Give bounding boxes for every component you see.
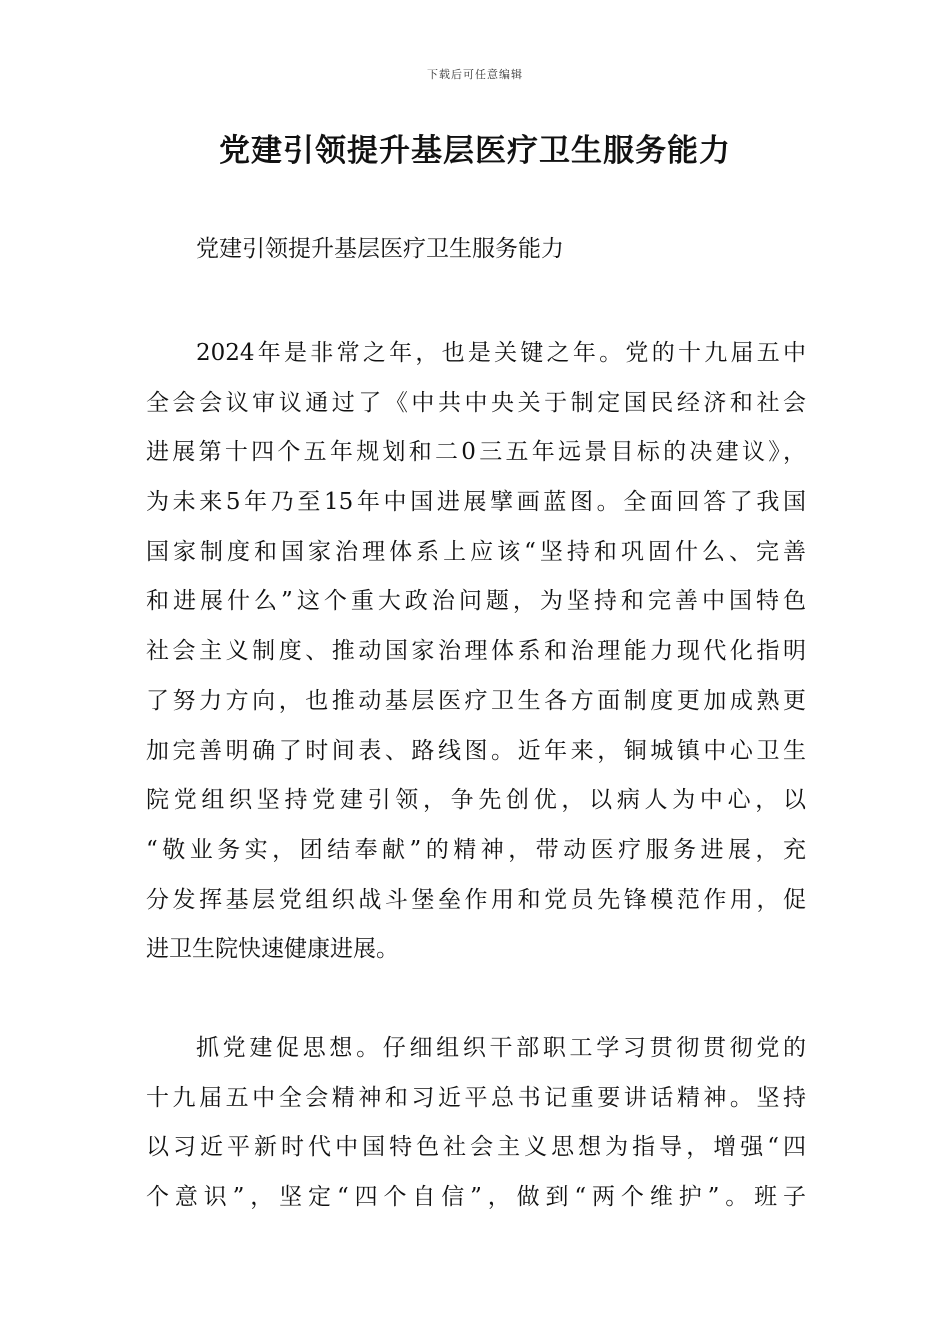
paragraph-line: 十九届五中全会精神和习近平总书记重要讲话精神。坚持 <box>146 1084 806 1111</box>
paragraph-line: 进卫生院快速健康进展。 <box>146 936 399 963</box>
paragraph-1 <box>146 329 806 975</box>
paragraph-line: 个意识”，坚定“四个自信”，做到“两个维护”。班子 <box>146 1184 806 1211</box>
paragraph-line: 加完善明确了时间表、路线图。近年来，铜城镇中心卫生 <box>146 737 806 764</box>
paragraph-line: 以习近平新时代中国特色社会主义思想为指导，增强“四 <box>146 1134 806 1161</box>
paragraph-2 <box>146 1024 806 1223</box>
paragraph-line: 2024年是非常之年，也是关键之年。党的十九届五中 <box>196 340 806 366</box>
paragraph-line: 为未来5年乃至15年中国进展擘画蓝图。全面回答了我国 <box>146 489 806 516</box>
paragraph-line: 国家制度和国家治理体系上应该“坚持和巩固什么、完善 <box>146 538 806 565</box>
paragraph-line: 社会主义制度、推动国家治理体系和治理能力现代化指明 <box>146 638 806 665</box>
document-title: 党建引领提升基层医疗卫生服务能力 <box>219 133 731 169</box>
paragraph-line: “敬业务实，团结奉献”的精神，带动医疗服务进展，充 <box>146 836 806 863</box>
document-subtitle: 党建引领提升基层医疗卫生服务能力 <box>196 236 564 262</box>
paragraph-line: 了努力方向，也推动基层医疗卫生各方面制度更加成熟更 <box>146 687 806 714</box>
paragraph-line: 院党组织坚持党建引领，争先创优，以病人为中心，以 <box>146 787 806 814</box>
paragraph-line: 抓党建促思想。仔细组织干部职工学习贯彻贯彻党的 <box>196 1035 806 1061</box>
paragraph-line: 全会会议审议通过了《中共中央关于制定国民经济和社会 <box>146 389 806 416</box>
paragraph-line: 分发挥基层党组织战斗堡垒作用和党员先锋模范作用，促 <box>146 886 806 913</box>
paragraph-line: 和进展什么”这个重大政治问题，为坚持和完善中国特色 <box>146 588 806 615</box>
header-note: 下载后可任意编辑 <box>427 68 523 81</box>
paragraph-line: 进展第十四个五年规划和二0三五年远景目标的决建议》， <box>146 439 806 466</box>
